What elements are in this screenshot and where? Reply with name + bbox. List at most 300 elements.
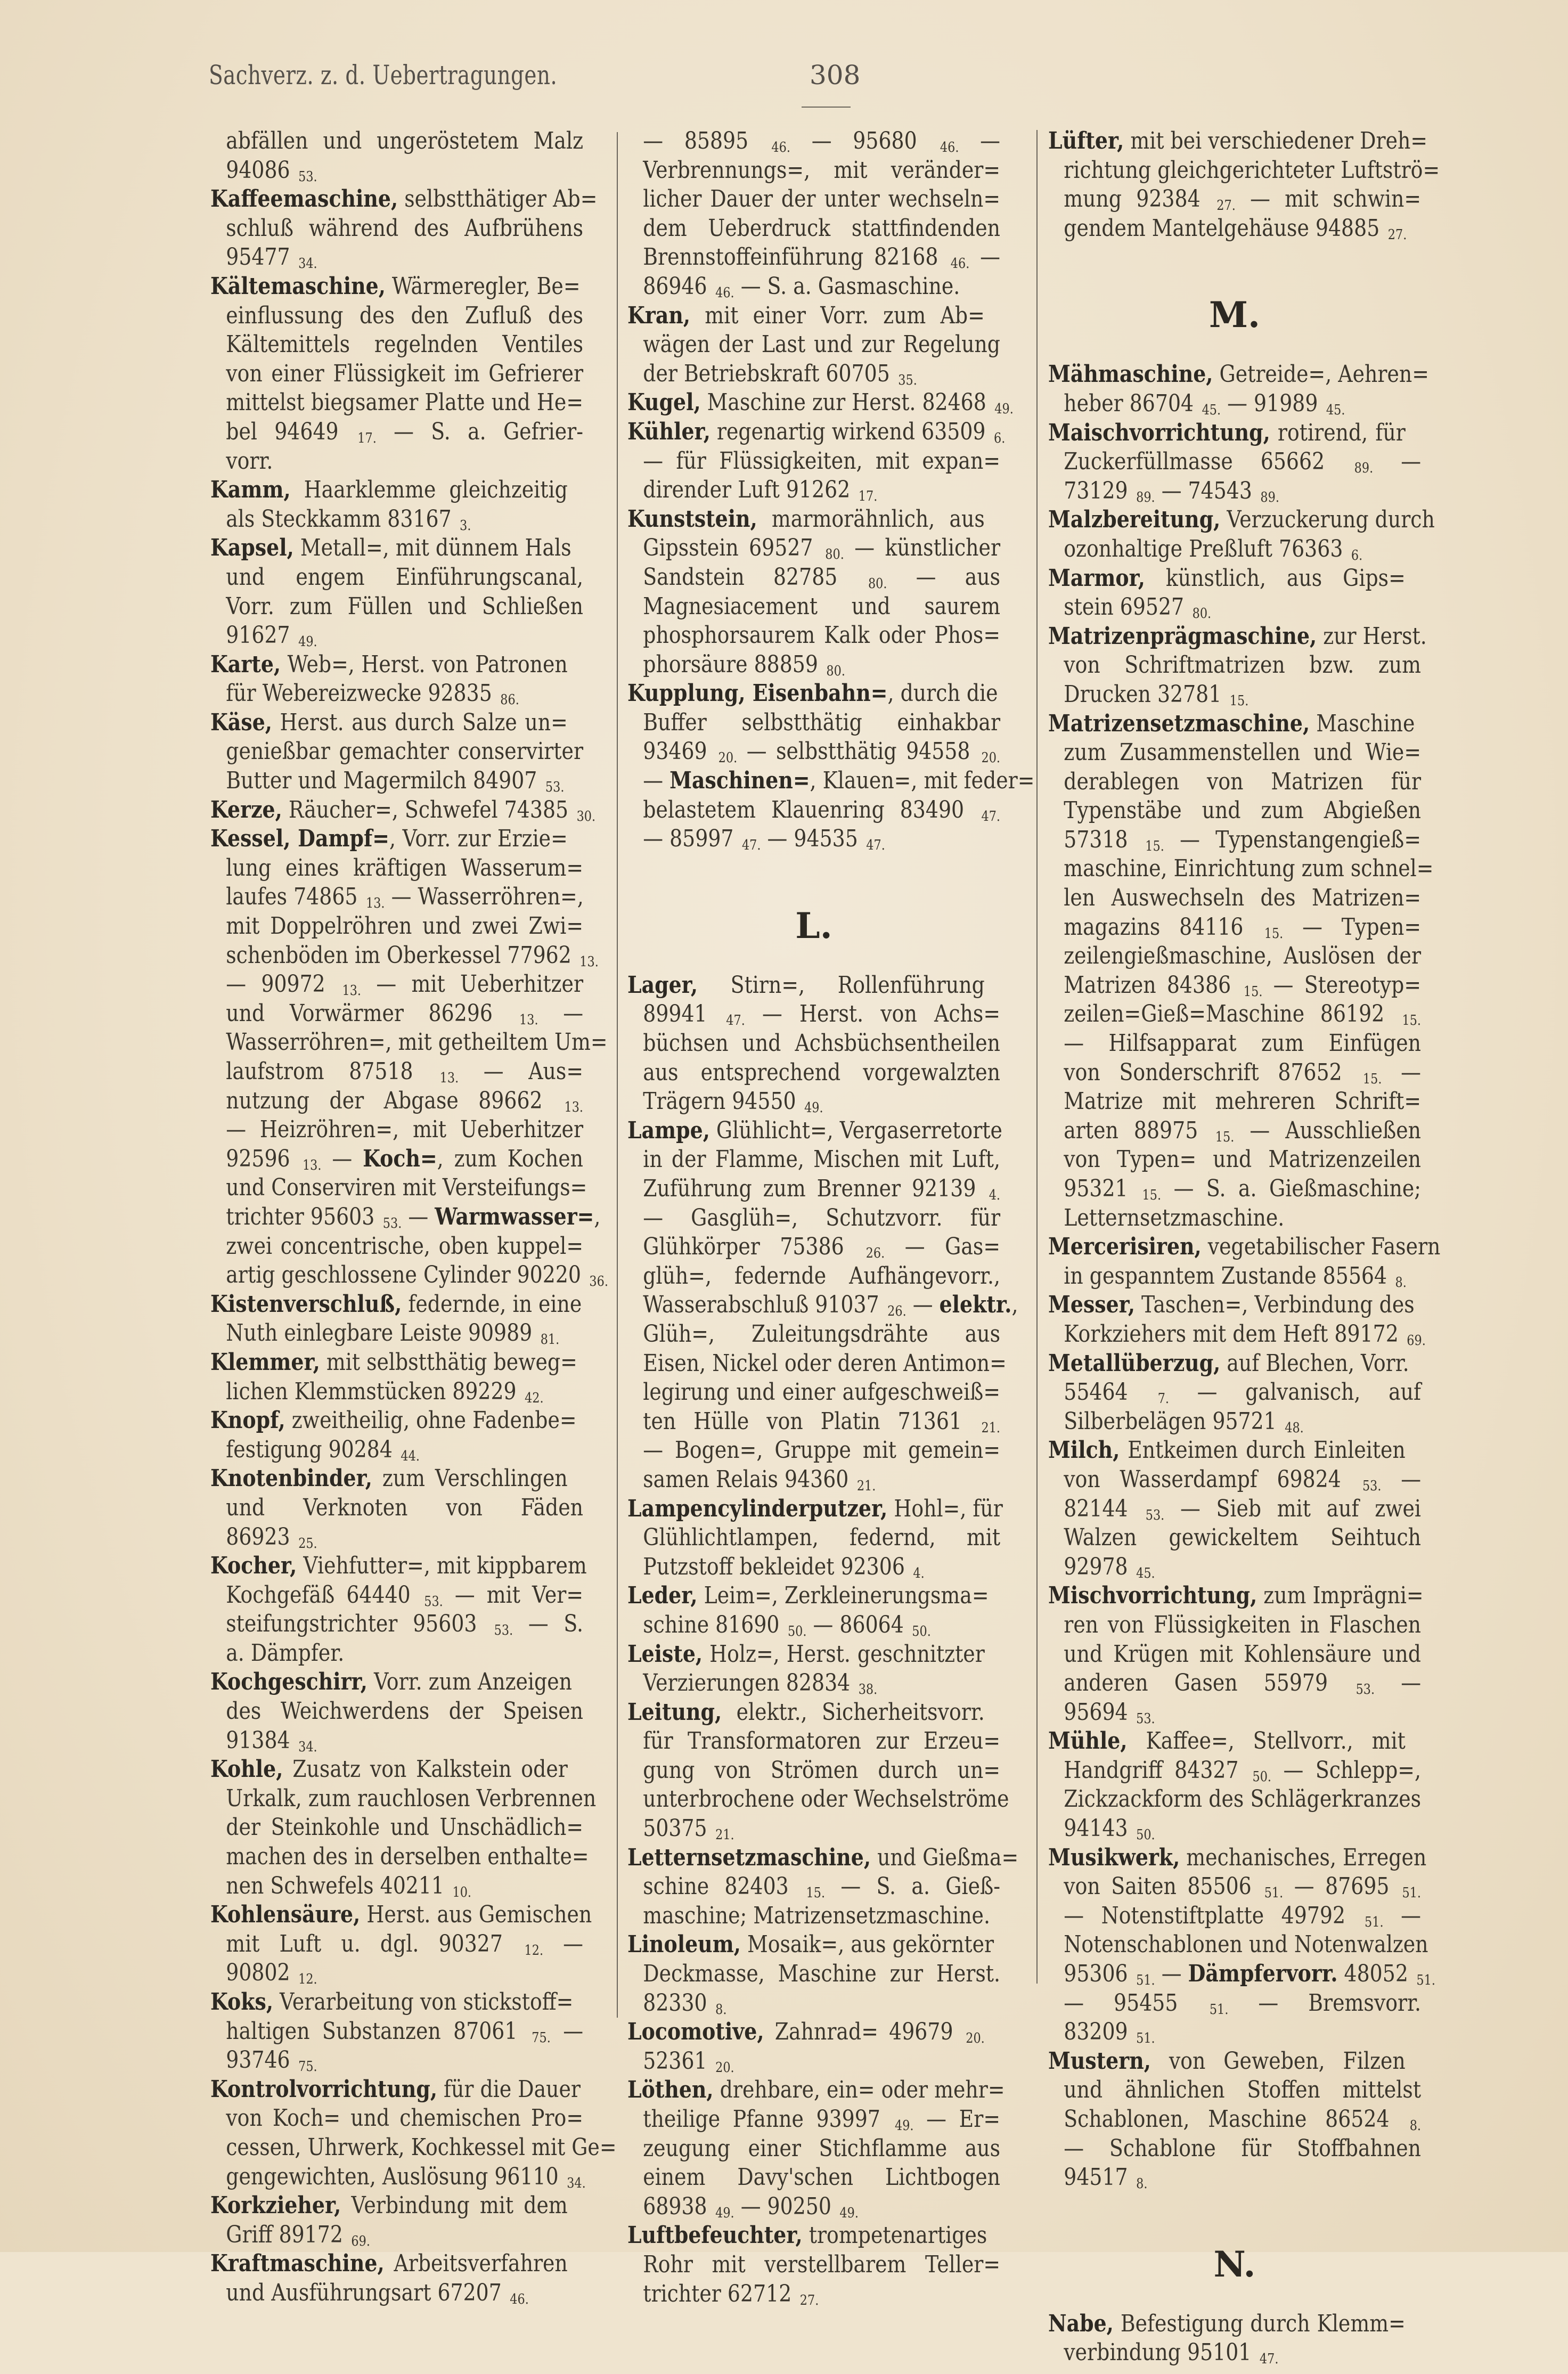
entry-text: artig geschlossene Cylinder 90220 — [226, 1261, 587, 1289]
entry-text: — S. — [513, 1610, 584, 1638]
entry-line — [1048, 593, 1421, 622]
entry-text: Maschine — [1310, 709, 1415, 737]
index-entry — [1048, 2310, 1421, 2368]
entry-text: auf Blechen, Vorr. — [1220, 1349, 1409, 1377]
class-number: 36. — [589, 1274, 609, 1290]
entry-line — [210, 825, 568, 854]
entry-text: — — [906, 1291, 940, 1319]
entry-text: mung 92384 — [1064, 185, 1215, 213]
entry-text: Walzen gewickeltem Seihtuch — [1064, 1524, 1422, 1552]
entry-keyword: Lampencylinderputzer, — [627, 1495, 888, 1522]
class-number: 15. — [1142, 1187, 1162, 1203]
index-entry — [627, 1495, 1003, 1582]
entry-line — [627, 1233, 1000, 1262]
entry-line — [1048, 884, 1421, 913]
entry-text: mit Doppelröhren und zwei Zwi= — [226, 912, 584, 940]
entry-line — [627, 534, 1000, 563]
entry-line — [627, 1320, 1000, 1349]
entry-text: Trägern 94550 — [643, 1088, 803, 1115]
entry-keyword: Kistenverschluß, — [210, 1290, 402, 1318]
entry-line — [627, 1291, 1018, 1320]
entry-line — [627, 1349, 1007, 1378]
entry-text: glüh=, federnde Aufhängevorr., — [643, 1262, 1001, 1290]
entry-text: Brennstoffeinführung 82168 — [643, 243, 949, 271]
entry-text: — — [1382, 1058, 1422, 1086]
entry-line — [627, 971, 985, 1000]
entry-line — [627, 360, 1000, 389]
entry-keyword: Musikwerk, — [1048, 1843, 1180, 1871]
entry-line — [210, 185, 598, 214]
entry-line — [627, 2047, 1000, 2076]
entry-text: 50375 — [643, 1815, 714, 1842]
entry-text: Zahnrad= 49679 — [764, 2018, 964, 2046]
entry-text: zum Imprägni= — [1257, 1582, 1424, 1610]
entry-line — [627, 156, 1000, 185]
entry-text: von Koch= und chemischen Pro= — [226, 2104, 584, 2132]
entry-line — [1048, 2163, 1421, 2192]
index-entry — [210, 272, 583, 476]
entry-line — [627, 1029, 1000, 1058]
index-entry — [627, 127, 1000, 301]
entry-keyword: Marmor, — [1048, 564, 1145, 592]
entry-line — [1048, 1902, 1421, 1931]
entry-line — [1048, 2105, 1421, 2134]
class-number: 17. — [357, 430, 377, 446]
index-entry — [210, 650, 583, 708]
class-number: 20. — [966, 2030, 985, 2047]
index-entry — [210, 1464, 583, 1552]
entry-line — [627, 301, 985, 331]
class-number: 47. — [866, 837, 885, 854]
entry-line — [627, 388, 1014, 418]
entry-line — [1048, 1407, 1421, 1437]
entry-line — [627, 2105, 1000, 2134]
entry-text: — — [643, 767, 670, 795]
entry-line — [1048, 709, 1415, 739]
class-number: 46. — [771, 140, 790, 156]
index-entry — [627, 1581, 1000, 1639]
entry-text: Verbrennungs=, mit veränder= — [643, 156, 1001, 184]
entry-text: aus entsprechend vorgewalzten — [643, 1058, 1001, 1086]
entry-text: — galvanisch, auf — [1169, 1378, 1422, 1406]
index-column-1 — [210, 127, 617, 2308]
entry-line — [627, 330, 1000, 360]
class-number: 49. — [715, 2205, 734, 2221]
entry-line — [210, 1988, 574, 2017]
index-entry — [1048, 709, 1434, 1233]
entry-text: und Verknoten von Fäden — [226, 1494, 584, 1521]
entry-line — [210, 1494, 583, 1523]
index-entry — [210, 1406, 583, 1464]
entry-text: gendem Mantelgehäuse 94885 — [1064, 214, 1386, 242]
entry-text: — — [969, 243, 1001, 271]
entry-text: — — [1373, 448, 1422, 476]
entry-text: Matrizen 84386 — [1064, 971, 1242, 999]
entry-keyword: Kaffeemaschine, — [210, 185, 398, 213]
class-number: 15. — [1145, 838, 1164, 854]
class-number: 45. — [1326, 402, 1345, 418]
entry-line — [627, 505, 985, 534]
entry-line — [1048, 2047, 1406, 2076]
entry-line — [210, 650, 568, 680]
entry-text: Hohl=, für — [887, 1495, 1003, 1522]
entry-text: len Auswechseln des Matrizen= — [1064, 884, 1422, 912]
entry-line — [210, 796, 596, 825]
entry-keyword: Kältemaschine, — [210, 272, 386, 300]
entry-text: 92978 — [1064, 1553, 1134, 1580]
index-entry — [210, 2075, 617, 2191]
entry-text: Glühlicht=, Vergaserretorte — [709, 1116, 1002, 1144]
entry-line — [627, 1989, 1000, 2018]
class-number: 86. — [500, 692, 519, 708]
class-number: 53. — [494, 1622, 513, 1639]
entry-text: Typenstäbe und zum Abgießen — [1064, 797, 1422, 825]
entry-line — [1048, 214, 1421, 243]
entry-text: Viehfutter=, mit kippbarem — [297, 1552, 587, 1580]
entry-text: ozonhaltige Preßluft 76363 — [1064, 535, 1350, 562]
entry-text: für die Dauer — [437, 2075, 581, 2103]
entry-line — [627, 127, 1000, 156]
class-number: 8. — [1395, 1274, 1407, 1291]
entry-line — [1048, 1872, 1421, 1902]
entry-text: schluß während des Aufbrühens — [226, 214, 584, 242]
entry-text: der Steinkohle und Unschädlich= — [226, 1814, 584, 1841]
entry-keyword: Kunststein, — [627, 505, 757, 533]
entry-text: — aus — [887, 563, 1001, 591]
entry-text: Korkziehers mit dem Heft 89172 — [1064, 1320, 1405, 1348]
entry-text: ren von Flüssigkeiten in Flaschen — [1064, 1611, 1422, 1638]
entry-line — [1048, 185, 1421, 214]
entry-line — [210, 912, 583, 941]
class-number: 42. — [525, 1390, 544, 1406]
entry-text: vegetabilischer Fasern — [1201, 1233, 1441, 1261]
entry-line — [210, 2075, 581, 2104]
entry-line — [210, 766, 583, 796]
entry-line — [210, 1900, 592, 1930]
class-number: 49. — [298, 634, 317, 650]
entry-text: — S. a. Gießmaschine; — [1161, 1175, 1422, 1202]
entry-line — [1048, 156, 1440, 185]
class-number: 13. — [365, 895, 385, 912]
entry-text: — Typenstangengieß= — [1164, 826, 1422, 853]
entry-text: 57318 — [1064, 826, 1144, 853]
entry-line — [1048, 389, 1421, 419]
class-number: 51. — [1402, 1885, 1422, 1902]
entry-keyword: Kraftmaschine, — [210, 2250, 385, 2278]
entry-line — [1048, 854, 1434, 884]
entry-line — [1048, 1320, 1426, 1349]
entry-text: samen Relais 94360 — [643, 1465, 855, 1493]
entry-text: Deckmasse, Maschine zur Herst. — [643, 1960, 1001, 1988]
entry-keyword: Nabe, — [1048, 2310, 1114, 2337]
entry-line — [627, 796, 1000, 825]
entry-text: — Aus= — [459, 1058, 584, 1085]
entry-line — [627, 1204, 1000, 1233]
entry-text: festigung 90284 — [226, 1435, 399, 1463]
entry-line — [1048, 1204, 1421, 1233]
entry-text: maschine, Einrichtung zum schnel= — [1064, 855, 1434, 883]
entry-line — [1048, 1640, 1421, 1669]
entry-text: mit selbstthätig beweg= — [320, 1348, 577, 1376]
class-number: 47. — [726, 1013, 745, 1029]
index-entry — [627, 505, 1000, 680]
entry-keyword: Kühler, — [627, 418, 710, 445]
entry-line — [1048, 1523, 1421, 1553]
entry-line — [210, 1464, 568, 1494]
entry-text: und Ausführungsart 67207 — [226, 2279, 508, 2306]
entry-text: legirung und einer aufgeschweiß= — [643, 1378, 1001, 1406]
entry-keyword: Lüfter, — [1048, 127, 1124, 154]
entry-line — [627, 1407, 1000, 1437]
section-spacer — [1048, 243, 1421, 275]
entry-text: drehbare, ein= oder mehr= — [713, 2076, 1005, 2104]
entry-text: Verzuckerung durch — [1220, 506, 1435, 534]
entry-text: 89941 — [643, 1000, 724, 1028]
entry-line — [1048, 1960, 1435, 1989]
entry-line — [627, 1436, 1000, 1465]
entry-line — [1048, 1087, 1421, 1116]
entry-line — [627, 1814, 1000, 1843]
entry-keyword: Messer, — [1048, 1291, 1136, 1319]
class-number: 53. — [1145, 1507, 1165, 1523]
entry-text: — Wasserröhren=, — [385, 883, 584, 911]
entry-text: magazins 84116 — [1064, 913, 1263, 941]
entry-text: Sandstein 82785 — [643, 563, 867, 591]
index-entry — [1048, 1727, 1421, 1843]
entry-keyword: Klemmer, — [210, 1348, 320, 1376]
index-entry — [1048, 564, 1421, 622]
entry-text: 91627 — [226, 622, 297, 649]
entry-text: zeugung einer Stichflamme aus — [643, 2134, 1001, 2162]
class-number: 13. — [519, 1011, 538, 1028]
index-entry — [627, 301, 1000, 389]
entry-text: Herst. aus durch Salze un= — [272, 708, 568, 736]
entry-text: — 95680 — [790, 127, 938, 154]
index-entry — [627, 2221, 1000, 2308]
entry-text: dirender Luft 91262 — [643, 476, 857, 504]
entry-text: Web=, Herst. von Patronen — [281, 650, 568, 678]
class-number: 89. — [1260, 489, 1279, 505]
index-entry — [210, 1552, 587, 1668]
entry-keyword: Kontrolvorrichtung, — [210, 2075, 437, 2103]
entry-keyword: Mustern, — [1048, 2047, 1151, 2075]
index-entry — [1048, 1581, 1424, 1727]
entry-line — [627, 447, 1000, 476]
entry-text: — selbstthätig 94558 — [737, 738, 980, 765]
entry-line — [210, 1872, 583, 1901]
entry-line — [210, 679, 583, 708]
entry-text: Silberbelägen 95721 — [1064, 1407, 1283, 1435]
entry-text: — für Flüssigkeiten, mit expan= — [643, 447, 1001, 475]
entry-line — [627, 2221, 985, 2250]
entry-line — [1048, 1581, 1424, 1611]
class-number: 53. — [1362, 1478, 1382, 1494]
entry-keyword: Kamm, — [210, 476, 291, 504]
entry-line — [210, 737, 583, 766]
entry-text: Rohr mit verstellbarem Teller= — [643, 2250, 1001, 2278]
section-spacer — [1048, 2192, 1421, 2224]
entry-text: Befestigung durch Klemm= — [1113, 2310, 1406, 2337]
entry-text: — Bogen=, Gruppe mit gemein= — [643, 1437, 1001, 1464]
entry-text: von Saiten 85506 — [1064, 1873, 1263, 1900]
entry-line — [1048, 680, 1421, 709]
entry-line — [1048, 1814, 1421, 1843]
entry-line — [627, 1174, 1000, 1204]
entry-text: laufstrom 87518 — [226, 1058, 438, 1085]
entry-line — [627, 708, 1000, 738]
entry-keyword: Mischvorrichtung, — [1048, 1582, 1257, 1610]
entry-line — [1048, 971, 1421, 1000]
entry-line — [627, 2018, 985, 2047]
entry-line — [210, 388, 583, 418]
index-entry — [210, 534, 583, 650]
entry-text: — mit Ver= — [443, 1581, 584, 1609]
class-number: 69. — [351, 2233, 370, 2249]
entry-line — [210, 2191, 568, 2221]
entry-text: steifungstrichter 95603 — [226, 1610, 493, 1638]
entry-text: Wasserabschluß 91037 — [643, 1291, 886, 1319]
class-number: 75. — [532, 2029, 551, 2046]
class-number: 80. — [1192, 606, 1212, 622]
entry-text: — Stereotyp= — [1262, 971, 1422, 999]
entry-text: 92596 — [226, 1145, 301, 1172]
entry-line — [627, 2192, 1000, 2222]
entry-text: — 74543 — [1155, 477, 1259, 504]
entry-text: selbstthätiger Ab= — [398, 185, 598, 213]
class-number: 15. — [1402, 1013, 1422, 1029]
entry-text: Arbeitsverfahren — [384, 2250, 568, 2278]
entry-line — [627, 1843, 1019, 1873]
entry-line — [210, 418, 583, 447]
entry-line — [1048, 1611, 1421, 1640]
entry-text: 95477 — [226, 243, 297, 271]
entry-line — [210, 708, 568, 738]
index-entry — [1048, 1291, 1426, 1349]
entry-text: — mit schwin= — [1235, 185, 1422, 213]
section-letter-heading: N. — [1213, 2243, 1256, 2285]
entry-text: verbindung 95101 — [1064, 2339, 1258, 2367]
entry-line — [210, 1319, 583, 1348]
entry-text: von Typen= und Matrizenzeilen — [1064, 1146, 1422, 1173]
entry-text: Zuckerfüllmasse 65662 — [1064, 448, 1353, 476]
class-number: 34. — [298, 1739, 317, 1755]
entry-keyword: Karte, — [210, 650, 281, 678]
entry-line — [210, 1348, 577, 1377]
section-spacer — [1048, 2288, 1421, 2310]
class-number: 49. — [804, 1100, 823, 1116]
entry-text: 86946 — [643, 272, 714, 300]
entry-line — [1048, 127, 1428, 156]
class-number: 13. — [302, 1157, 322, 1173]
class-number: 46. — [715, 284, 734, 301]
class-number: 15. — [1362, 1071, 1382, 1087]
entry-text: von Geweben, Filzen — [1150, 2047, 1406, 2075]
class-number: 13. — [564, 1099, 584, 1115]
entry-line — [210, 941, 599, 970]
entry-keyword: Leder, — [627, 1582, 698, 1610]
class-number: 8. — [1409, 2118, 1422, 2134]
entry-line — [210, 1377, 583, 1407]
entry-text: nutzung der Abgase 89662 — [226, 1087, 563, 1114]
class-number: 51. — [1136, 1972, 1155, 1989]
entry-text: — 95455 — [1064, 1989, 1208, 2017]
entry-keyword: elektr. — [939, 1291, 1012, 1319]
entry-text: regenartig wirkend 63509 — [710, 418, 992, 445]
entry-text: stein 69527 — [1064, 593, 1191, 621]
index-entry — [210, 796, 596, 825]
entry-text: Vorr. zum Anzeigen — [367, 1668, 572, 1696]
entry-text: Putzstoff bekleidet 92306 — [643, 1553, 911, 1580]
entry-text: der Betriebskraft 60705 — [643, 360, 896, 387]
entry-line — [1048, 1756, 1421, 1785]
entry-keyword: Koks, — [210, 1988, 273, 2016]
entry-line — [210, 447, 583, 476]
entry-line — [1048, 1465, 1421, 1495]
entry-text: Glüh=, Zuleitungsdrähte aus — [643, 1320, 1001, 1348]
entry-text: und Gießma= — [871, 1843, 1019, 1871]
entry-text: — 90972 — [226, 970, 341, 998]
entry-keyword: Löthen, — [627, 2076, 714, 2104]
entry-line — [627, 1785, 1009, 1814]
index-entry — [210, 476, 583, 534]
entry-text: — Typen= — [1283, 913, 1422, 941]
entry-line — [627, 592, 1000, 622]
class-number: 35. — [898, 372, 917, 388]
entry-line — [210, 1087, 583, 1116]
entry-text: Maschine zur Herst. 82468 — [700, 389, 993, 417]
class-number: 50. — [912, 1623, 931, 1639]
class-number: 25. — [298, 1535, 317, 1552]
entry-line — [210, 563, 583, 592]
entry-text: trichter 62712 — [643, 2280, 798, 2307]
entry-text: — S. a. Gieß- — [825, 1873, 1001, 1900]
entry-line — [210, 854, 583, 883]
class-number: 51. — [1416, 1972, 1435, 1989]
entry-text: Glühkörper 75386 — [643, 1233, 864, 1261]
entry-line — [210, 1552, 587, 1581]
entry-line — [627, 1116, 1002, 1146]
entry-text: licher Dauer der unter wechseln= — [643, 185, 1001, 213]
entry-keyword: Matrizensetzmaschine, — [1048, 709, 1310, 737]
entry-text: zweitheilig, ohne Fadenbe= — [285, 1407, 577, 1434]
entry-text: 73129 — [1064, 477, 1134, 504]
class-number: 20. — [715, 2059, 734, 2076]
entry-line — [627, 185, 1000, 214]
entry-text: Kältemittels regelnden Ventiles — [226, 331, 584, 358]
class-number: 10. — [452, 1884, 472, 1900]
entry-text: Taschen=, Verbindung des — [1135, 1291, 1415, 1319]
class-number: 12. — [298, 1971, 317, 1988]
entry-text: — Gasglüh=, Schutzvorr. für — [643, 1204, 1001, 1231]
entry-keyword: Kohle, — [210, 1756, 283, 1783]
class-number: 50. — [787, 1623, 807, 1639]
entry-line — [627, 1640, 985, 1669]
entry-keyword: Kugel, — [627, 389, 701, 417]
entry-text: Eisen, Nickel oder deren Antimon= — [643, 1349, 1007, 1377]
entry-line — [1048, 2076, 1421, 2105]
entry-keyword: Kessel, Dampf= — [210, 825, 389, 853]
section-letter-heading: L. — [795, 904, 832, 947]
class-number: 27. — [799, 2292, 819, 2308]
entry-line — [1048, 564, 1406, 593]
entry-text: vorr. — [226, 447, 273, 475]
class-number: 80. — [826, 663, 845, 679]
entry-keyword: Locomotive, — [627, 2018, 764, 2046]
entry-line — [627, 214, 1000, 243]
entry-text: Zuführung zum Brenner 92139 — [643, 1175, 987, 1202]
class-number: 15. — [806, 1885, 826, 1902]
entry-keyword: Kocher, — [210, 1552, 297, 1580]
